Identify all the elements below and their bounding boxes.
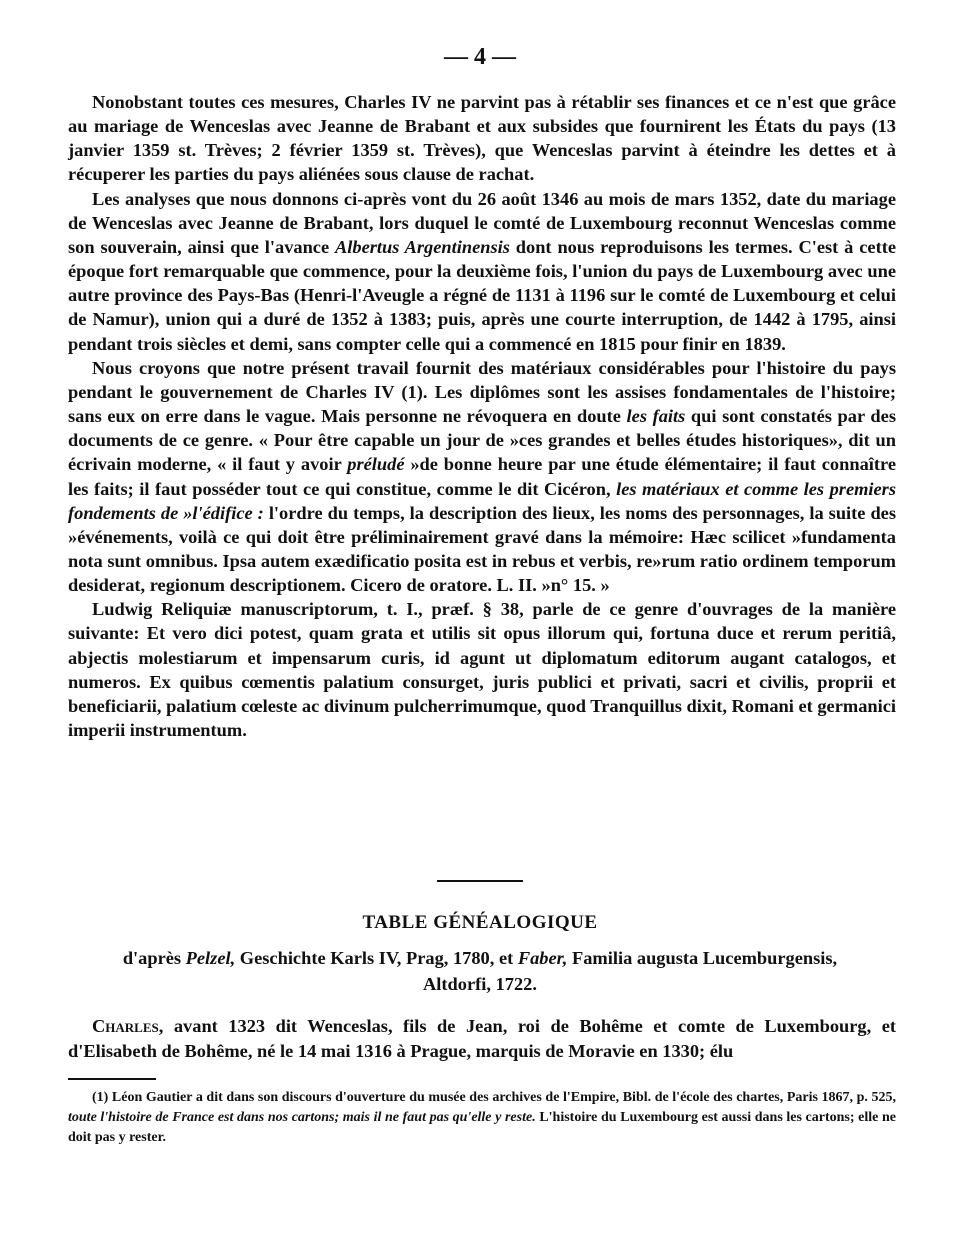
paragraph-analyses: Les analyses que nous donnons ci-après vont du 26 août 1346 au mois de mars 1352, date du mariage de Wenceslas avec Jeanne de Brabant, lors duquel le comté de Luxembourg reconnut Wenceslas comme son souverain, ainsi que l'avance Albertus Argentinensis dont nous reproduisons les termes. C'est à cette époque fort remarquable que commence, pour la deuxième fois, l'union du pays de Luxembourg avec une autre province des Pays-Bas (Henri-l'Aveugle a régné de 1131 à 1196 sur le comté de Luxembourg et celui de Namur), union qui a duré de 1352 à 1383; puis, après une courte interruption, de 1442 à 1795, ainsi pendant trois siècles et demi, sans compter celle qui a commencé en 1815 pour finir en 1839. bbox=[68, 188, 896, 354]
paragraph-materiaux: Nous croyons que notre présent travail fournit des matériaux considérables pour l'histoire du pays pendant le gouvernement de Charles IV (1). Les diplômes sont les assises fondamentales de l'histoire; sans eux on erre dans le vague. Mais personne ne révoquera en doute les faits qui sont constatés par des documents de ce genre. « Pour être capable un jour de »ces grandes et belles études historiques», dit un écrivain moderne, « il faut y avoir préludé »de bonne heure par une étude élémentaire; il faut connaître les faits; il faut posséder tout ce qui constitue, comme le dit Cicéron, les matériaux et comme les premiers fondements de »l'édifice : l'ordre du temps, la description des lieux, les noms des personnages, la suite des »événements, voilà ce qui doit être préliminairement gravé dans la mémoire: Hæc scilicet »fundamenta nota sunt omnibus. Ipsa autem exædificatio posita est in rebus et verbis, re»rum ratio ordinem temporum desiderat, regionum descriptionem. Cicero de oratore. L. II. »n° 15. » bbox=[68, 357, 896, 596]
section-title: TABLE GÉNÉALOGIQUE bbox=[362, 912, 598, 933]
italic-prelude: préludé bbox=[347, 454, 405, 475]
paragraph-finances: Nonobstant toutes ces mesures, Charles IV ne parvint pas à rétablir ses finances et ce n'est que grâce au mariage de Wenceslas avec Jeanne de Brabant et aux subsides que fournirent les États du pays (13 janvier 1359 st. Trèves; 2 février 1359 st. Trèves), que Wenceslas parvint à éteindre les dettes et à récuperer les parties du pays aliénées sous clause de rachat. bbox=[68, 92, 896, 185]
page-number: — 4 — bbox=[444, 44, 516, 70]
italic-citation: Albertus Argentinensis bbox=[335, 236, 510, 257]
footnote: (1) Léon Gautier a dit dans son discours d'ouverture du musée des archives de l'Empire, Bibl. de l'école des chartes, Paris 1867, p. 525, toute l'histoire de France est dans nos cartons; mais il ne faut pas qu'elle y reste. L'histoire du Luxembourg est aussi dans les cartons; elle ne doit pas y rester. bbox=[68, 1090, 896, 1145]
section-subtitle: d'après Pelzel, Geschichte Karls IV, Prag, 1780, et Faber, Familia augusta Lucemburgensis, Altdorfi, 1722. bbox=[122, 948, 838, 994]
italic-les-faits: les faits bbox=[626, 406, 686, 427]
body-text bbox=[68, 90, 896, 742]
genealogy-entry: Charles, avant 1323 dit Wenceslas, fils de Jean, roi de Bohême et comte de Luxembourg, et d'Elisabeth de Bohême, né le 14 mai 1316 à Prague, marquis de Moravie en 1330; élu bbox=[68, 1016, 896, 1061]
paragraph-ludwig: Ludwig Reliquiæ manuscriptorum, t. I., præf. § 38, parle de ce genre d'ouvrages de la manière suivante: Et vero dici potest, quam grata et utilis sit opus illorum qui, fortuna duce et rerum peritiâ, abjectis molestiarum et impensarum curis, id agunt ut diplomatum editorum augant catalogos, et numeros. Ex quibus cœmentis palatium consurget, juris publici et privati, sacri et civilis, proprii et beneficiarii, palatium cœleste ac divinum pulcherrimumque, quod Tranquillus dixit, Romani et germanici imperii instrumentum. bbox=[68, 599, 896, 741]
entry-name: Charles, bbox=[92, 1016, 164, 1036]
section-divider bbox=[437, 880, 523, 882]
italic-fondements: les matériaux et comme les premiers fondements de »l'édifice : bbox=[68, 478, 896, 523]
footnote-divider bbox=[68, 1078, 156, 1080]
